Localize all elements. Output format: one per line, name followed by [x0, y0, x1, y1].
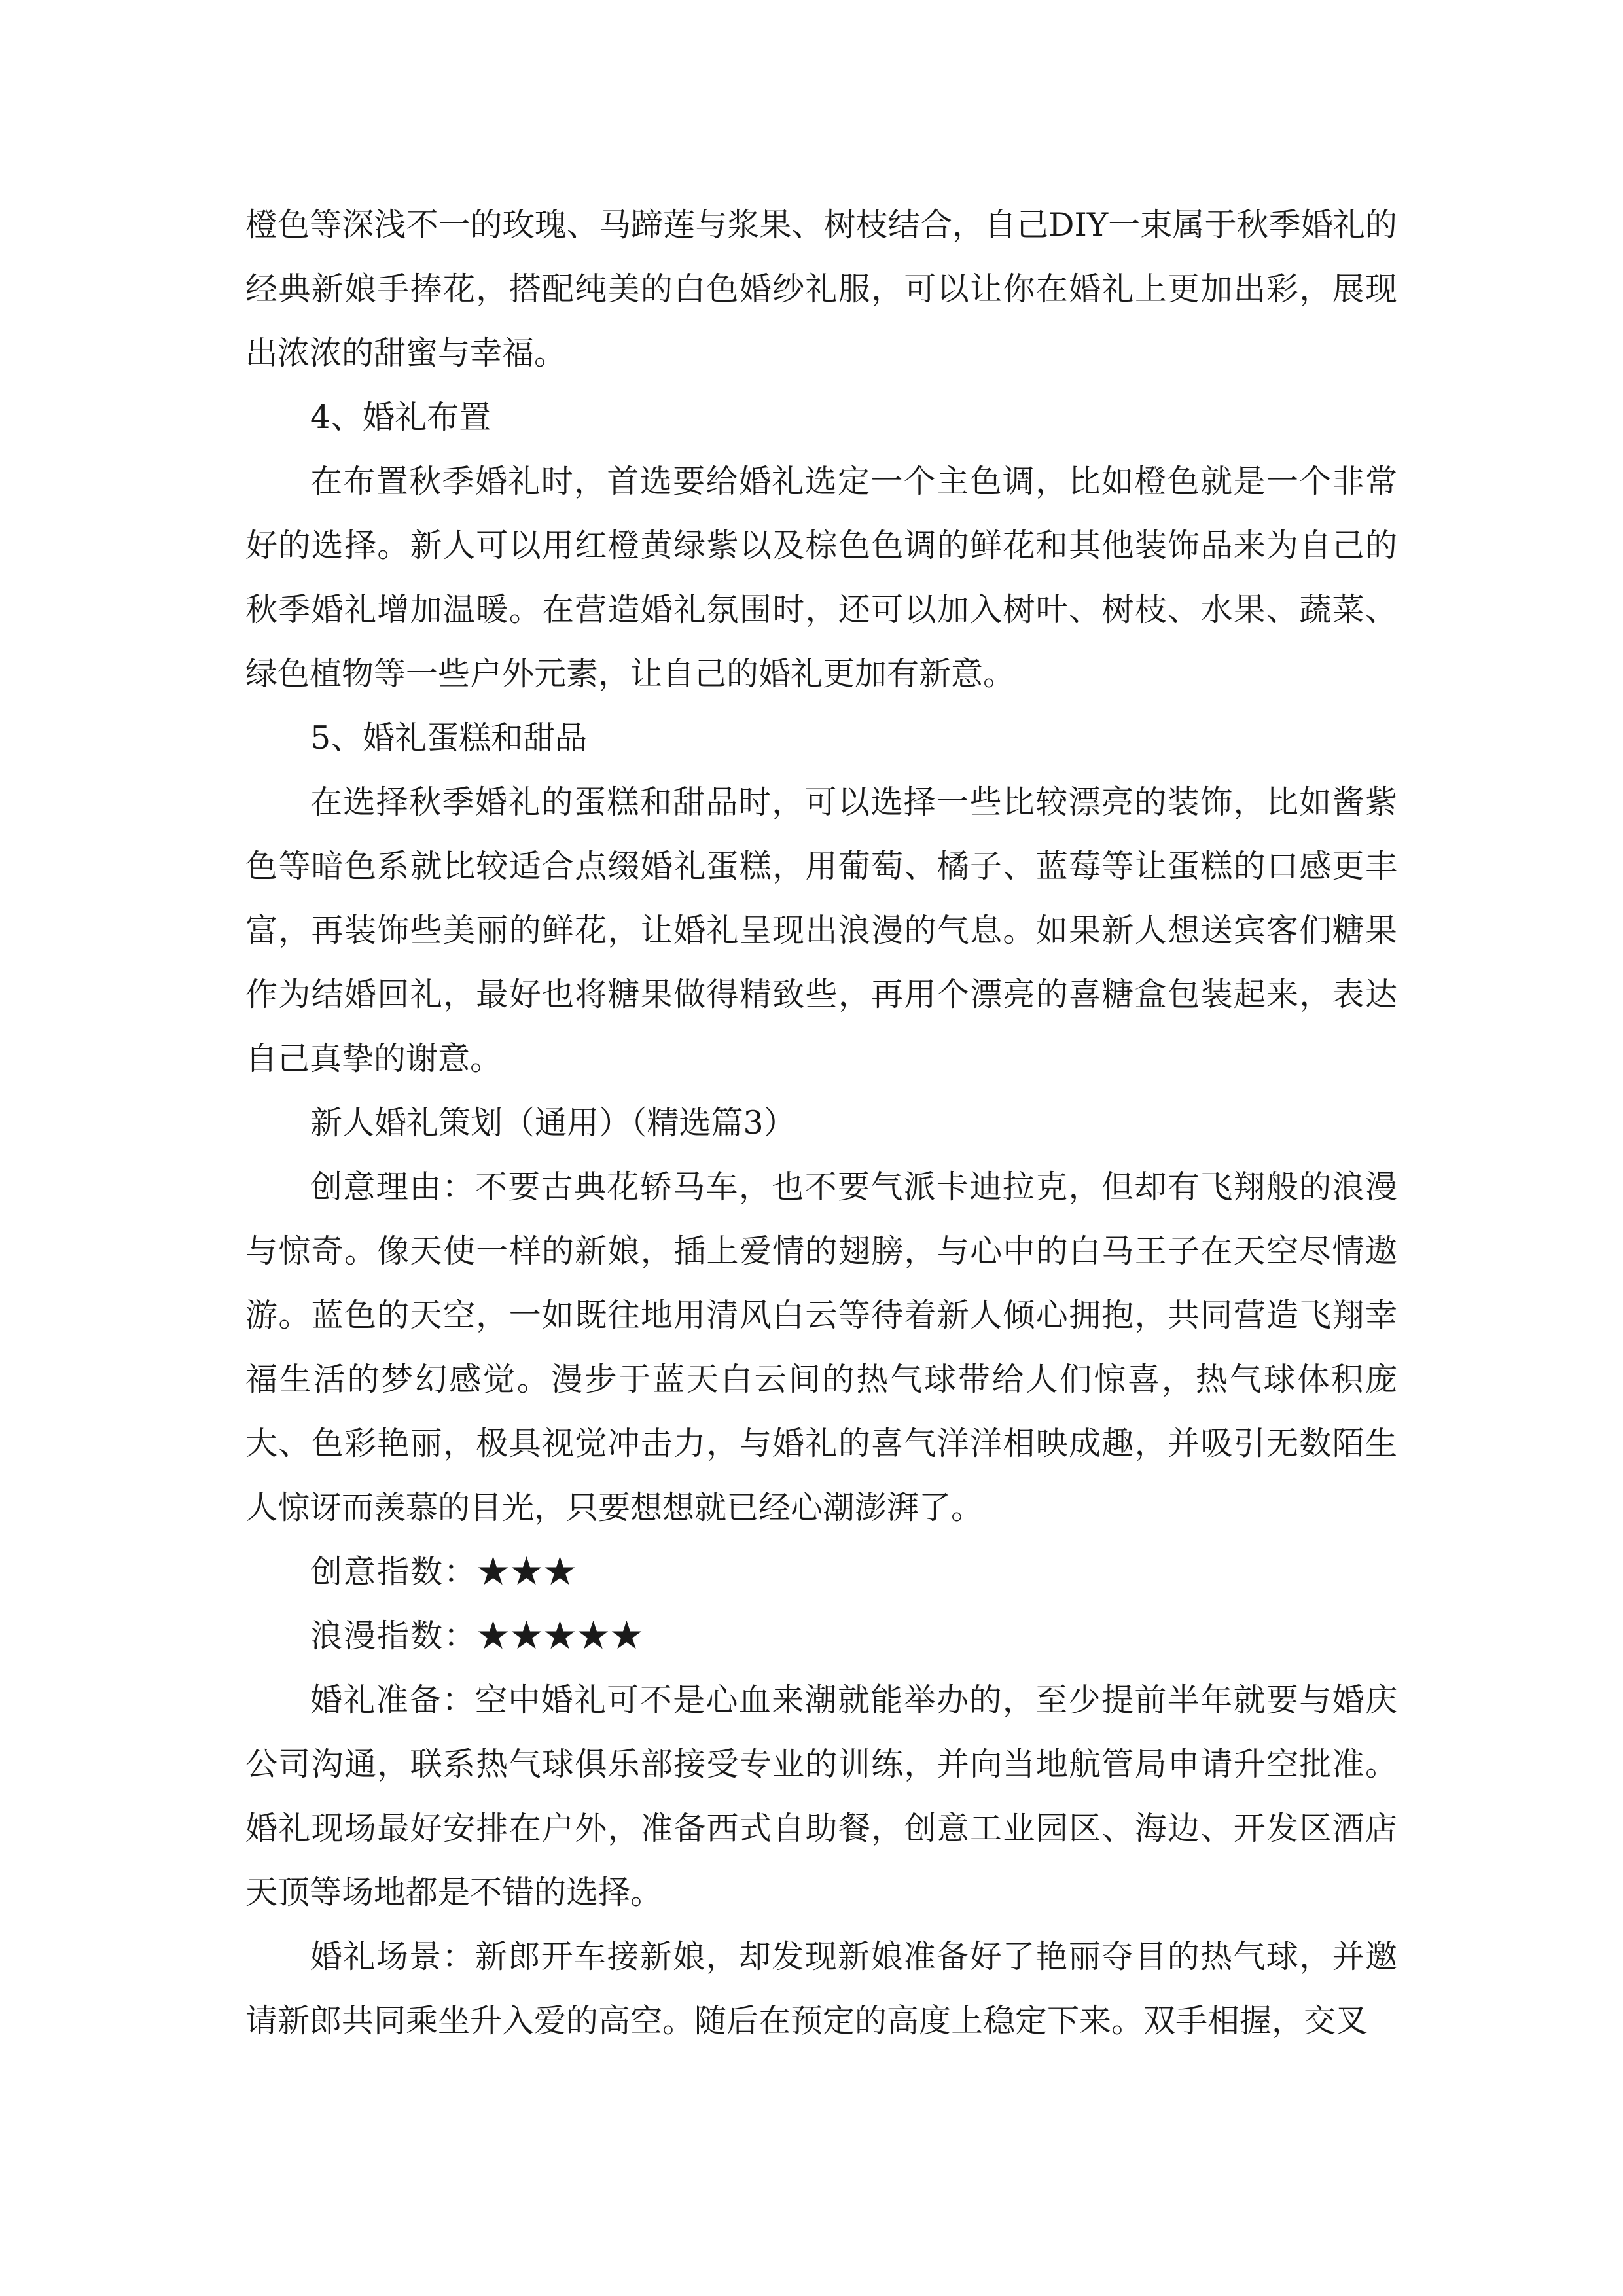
paragraph-preparation: 婚礼准备：空中婚礼可不是心血来潮就能举办的，至少提前半年就要与婚庆公司沟通，联系热气球俱乐部接受专业的训练，并向当地航管局申请升空批准。婚礼现场最好安排在户外，准备西式自助餐，创意工业园区、海边、开发区酒店天顶等场地都是不错的选择。 [245, 1681, 1397, 1911]
section-heading-cake: 5、婚礼蛋糕和甜品 [310, 719, 588, 757]
paragraph-creative-reason: 创意理由：不要古典花轿马车，也不要气派卡迪拉克，但却有飞翔般的浪漫与惊奇。像天使一样的新娘，插上爱情的翅膀，与心中的白马王子在天空尽情遨游。蓝色的天空，一如既往地用清风白云等待着新人倾心拥抱，共同营造飞翔幸福生活的梦幻感觉。漫步于蓝天白云间的热气球带给人们惊喜，热气球体积庞大、色彩艳丽，极具视觉冲击力，与婚礼的喜气洋洋相映成趣，并吸引无数陌生人惊讶而羡慕的目光，只要想想就已经心潮澎湃了。 [245, 1168, 1397, 1526]
paragraph-scene: 婚礼场景：新郎开车接新娘，却发现新娘准备好了艳丽夺目的热气球，并邀请新郎共同乘坐升入爱的高空。随后在预定的高度上稳定下来。双手相握，交叉 [245, 1938, 1397, 2039]
paragraph-decoration: 在布置秋季婚礼时，首选要给婚礼选定一个主色调，比如橙色就是一个非常好的选择。新人可以用红橙黄绿紫以及棕色色调的鲜花和其他装饰品来为自己的秋季婚礼增加温暖。在营造婚礼氛围时，还可以加入树叶、树枝、水果、蔬菜、绿色植物等一些户外元素，让自己的婚礼更加有新意。 [245, 463, 1397, 692]
rating-creativity: 创意指数：★★★ [310, 1553, 578, 1590]
section-heading-decoration: 4、婚礼布置 [310, 399, 491, 436]
rating-romance: 浪漫指数：★★★★★ [310, 1617, 645, 1655]
paragraph-continuation: 橙色等深浅不一的玫瑰、马蹄莲与浆果、树枝结合，自己DIY一束属于秋季婚礼的经典新娘手捧花，搭配纯美的白色婚纱礼服，可以让你在婚礼上更加出彩，展现出浓浓的甜蜜与幸福。 [245, 206, 1397, 372]
document-body [245, 193, 1397, 2053]
paragraph-cake: 在选择秋季婚礼的蛋糕和甜品时，可以选择一些比较漂亮的装饰，比如酱紫色等暗色系就比较适合点缀婚礼蛋糕，用葡萄、橘子、蓝莓等让蛋糕的口感更丰富，再装饰些美丽的鲜花，让婚礼呈现出浪漫的气息。如果新人想送宾客们糖果作为结婚回礼，最好也将糖果做得精致些，再用个漂亮的喜糖盒包装起来，表达自己真挚的谢意。 [245, 783, 1397, 1077]
article-title-part3: 新人婚礼策划（通用）（精选篇3） [310, 1104, 796, 1141]
